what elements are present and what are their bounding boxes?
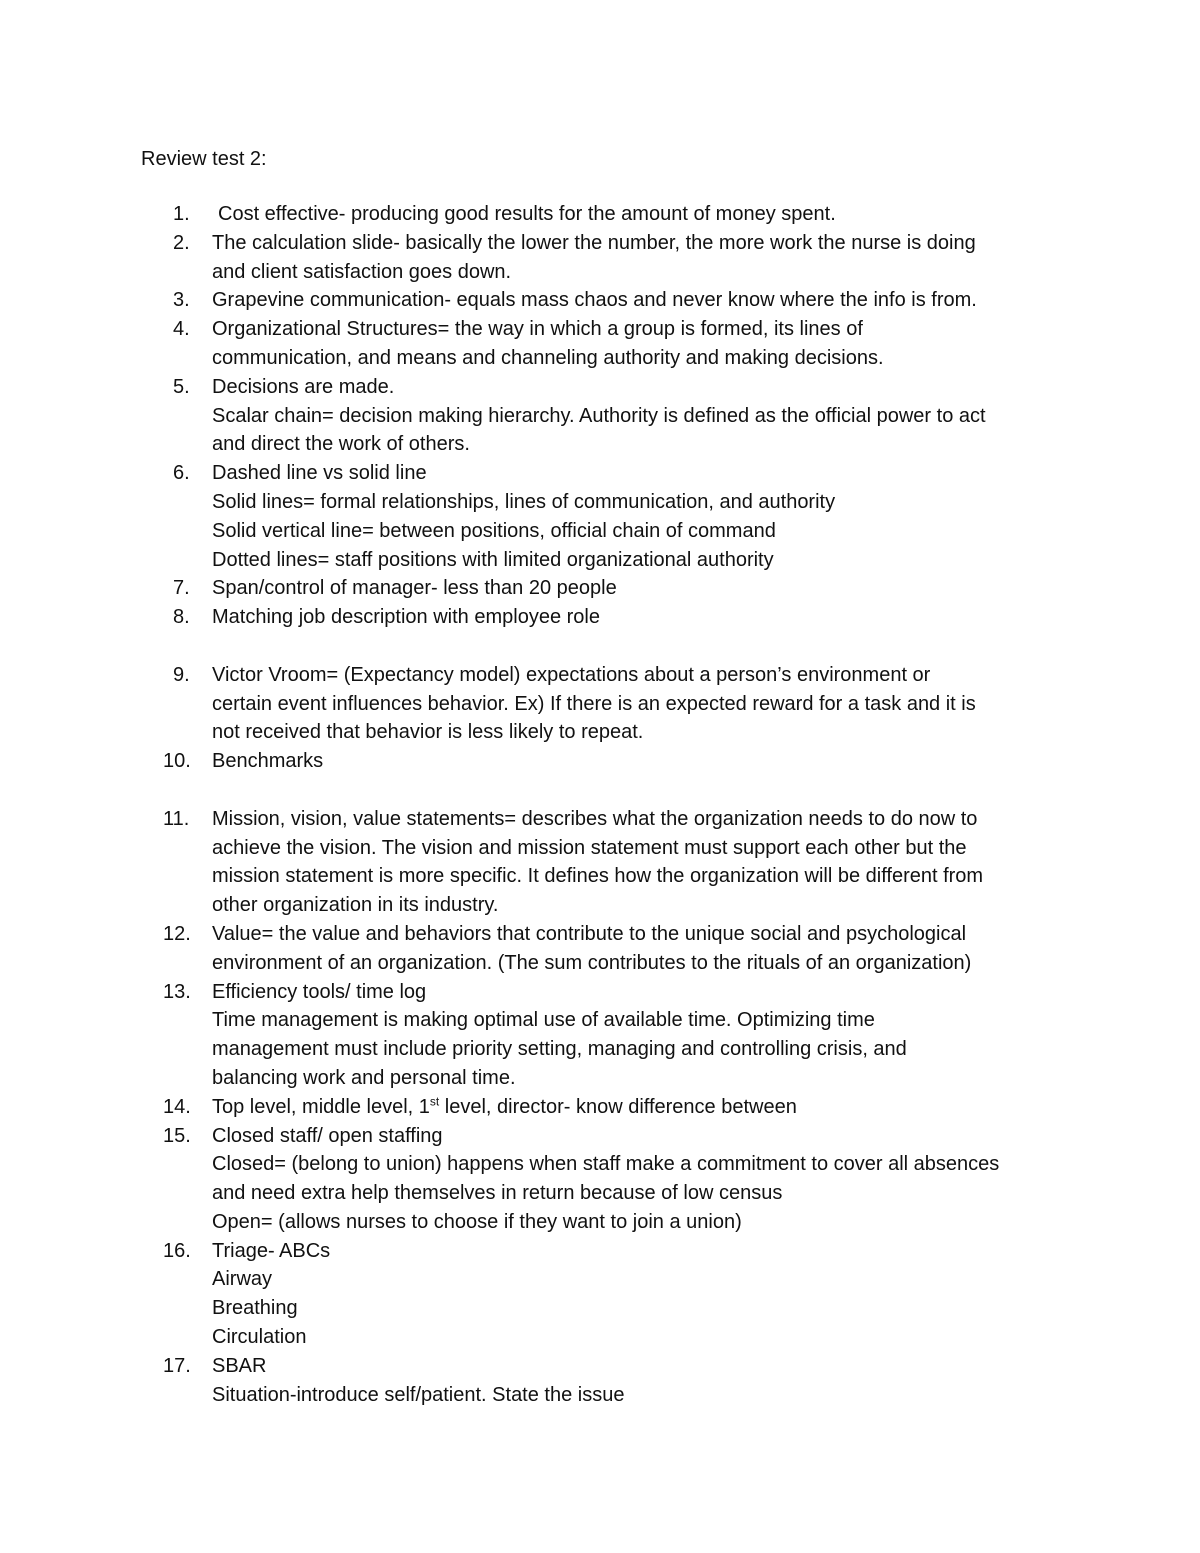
list-item-8 <box>0 603 1200 632</box>
list-item-12 <box>0 920 1200 978</box>
list-item-line: Dotted lines= staff positions with limited organizational authority <box>212 548 774 571</box>
list-item-number: 8. <box>173 606 190 629</box>
list-item-number: 14. <box>163 1095 191 1118</box>
list-item-7 <box>0 574 1200 603</box>
list-item-9 <box>0 661 1200 747</box>
list-item-1 <box>0 200 1200 229</box>
list-item-line: achieve the vision. The vision and mission statement must support each other but the <box>212 836 967 859</box>
list-item-line: Open= (allows nurses to choose if they want to join a union) <box>212 1210 742 1233</box>
review-list <box>0 200 1200 1409</box>
line-text-after: level, director- know difference between <box>439 1095 797 1118</box>
list-item-line: Span/control of manager- less than 20 people <box>212 577 617 600</box>
line-text-before: Top level, middle level, 1 <box>212 1095 430 1118</box>
list-item-line: Organizational Structures= the way in which a group is formed, its lines of <box>212 318 863 341</box>
list-item-15 <box>0 1122 1200 1237</box>
document-title: Review test 2: <box>141 148 267 170</box>
list-item-number: 15. <box>163 1124 191 1147</box>
list-item-number: 6. <box>173 462 190 485</box>
list-item-line: and direct the work of others. <box>212 433 470 456</box>
list-item-number: 17. <box>163 1354 191 1377</box>
list-item-number: 12. <box>163 922 191 945</box>
list-item-number: 16. <box>163 1239 191 1262</box>
list-item-number: 2. <box>173 231 190 254</box>
list-item-line: Triage- ABCs <box>212 1239 331 1262</box>
list-item-number: 7. <box>173 577 190 600</box>
list-item-line: Value= the value and behaviors that contribute to the unique social and psychological <box>212 922 967 945</box>
list-item-line: communication, and means and channeling authority and making decisions. <box>212 346 884 369</box>
list-item-line: Victor Vroom= (Expectancy model) expectations about a person’s environment or <box>212 663 931 686</box>
list-item-13 <box>0 978 1200 1093</box>
list-item-2 <box>0 229 1200 287</box>
list-item-line: Mission, vision, value statements= describes what the organization needs to do now to <box>212 807 978 830</box>
list-item-line: Breathing <box>212 1297 298 1320</box>
list-item-line: Dashed line vs solid line <box>212 462 427 485</box>
list-item-line: Benchmarks <box>212 750 324 773</box>
list-item-line: The calculation slide- basically the lower the number, the more work the nurse is doing <box>212 231 976 254</box>
list-item-number: 1. <box>173 203 190 225</box>
list-item-line: Matching job description with employee role <box>212 606 600 629</box>
superscript-ordinal: st <box>429 1094 440 1109</box>
list-item-line: Time management is making optimal use of available time. Optimizing time <box>212 1009 875 1032</box>
list-item-line: mission statement is more specific. It defines how the organization will be different from <box>212 865 984 888</box>
list-item-line: Airway <box>212 1268 273 1291</box>
list-item-line: environment of an organization. (The sum contributes to the rituals of an organization) <box>212 951 972 974</box>
list-item-number: 10. <box>163 750 191 773</box>
list-item-number: 3. <box>173 289 190 312</box>
list-item-line: Circulation <box>212 1326 307 1349</box>
list-item-11 <box>0 805 1200 920</box>
list-item-line: Situation-introduce self/patient. State the issue <box>212 1383 625 1406</box>
list-item-line: Efficiency tools/ time log <box>212 980 427 1003</box>
list-item-10 <box>0 747 1200 776</box>
list-item-line: management must include priority setting, managing and controlling crisis, and <box>212 1038 907 1061</box>
list-item-number: 4. <box>173 318 190 341</box>
list-item-number: 13. <box>163 980 191 1003</box>
list-item-line: not received that behavior is less likely to repeat. <box>212 721 644 744</box>
list-item-line: and need extra help themselves in return because of low census <box>212 1182 783 1205</box>
list-item-line: SBAR <box>212 1354 267 1377</box>
list-item-number: 9. <box>173 663 190 686</box>
list-item-line: Decisions are made. <box>212 375 395 398</box>
list-item-line: balancing work and personal time. <box>212 1066 516 1089</box>
list-item-line: Cost effective- producing good results for the amount of money spent. <box>218 203 836 225</box>
list-item-line: Grapevine communication- equals mass chaos and never know where the info is from. <box>212 289 977 312</box>
list-item-16 <box>0 1237 1200 1352</box>
list-item-6 <box>0 459 1200 574</box>
list-item-5 <box>0 373 1200 459</box>
list-item-14 <box>0 1093 1200 1122</box>
list-item-line: and client satisfaction goes down. <box>212 260 512 283</box>
list-item-17 <box>0 1352 1200 1410</box>
list-item-line: Closed= (belong to union) happens when staff make a commitment to cover all absences <box>212 1153 1000 1176</box>
list-item-number: 11. <box>163 807 190 830</box>
list-item-line: other organization in its industry. <box>212 894 499 917</box>
list-item-line: Scalar chain= decision making hierarchy. Authority is defined as the official power to act <box>212 404 986 427</box>
list-item-line: Solid lines= formal relationships, lines of communication, and authority <box>212 490 836 513</box>
list-item-3 <box>0 286 1200 315</box>
list-item-line: Solid vertical line= between positions, official chain of command <box>212 519 776 542</box>
list-item-line: certain event influences behavior. Ex) If there is an expected reward for a task and it is <box>212 692 976 715</box>
list-item-number: 5. <box>173 375 190 398</box>
list-item-4 <box>0 315 1200 373</box>
list-item-line: Closed staff/ open staffing <box>212 1124 443 1147</box>
